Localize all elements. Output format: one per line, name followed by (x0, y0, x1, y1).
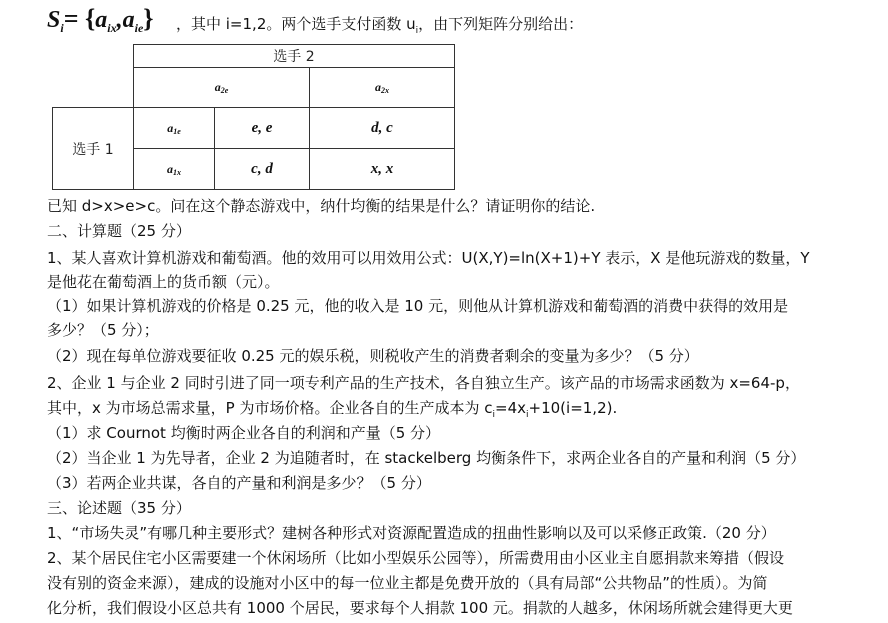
essay-q2-line3: 化分析，我们假设小区总共有 1000 个居民，要求每个人捐款 100 元。捐款的人越多，休闲场所就会建得更大更 (47, 599, 793, 617)
row-a1e (133, 107, 215, 149)
section-2-heading: 二、计算题（25 分） (47, 222, 191, 240)
intro-main: ，其中 i=1,2。两个选手支付函数 u (176, 15, 416, 33)
payoff-ee-text: e, e (251, 119, 273, 136)
q2-line2 (47, 398, 617, 425)
intro-tail: ，由下列矩阵分别给出： (418, 15, 584, 33)
q2-line1: 2、企业 1 与企业 2 同时引进了同一项专利产品的生产技术，各自独立生产。该产品的市场需求函数为 x=64-p， (47, 374, 800, 392)
q1-line2: 是他花在葡萄酒上的货币额（元）。 (47, 273, 280, 291)
cost-tail: +10(i=1,2). (528, 399, 618, 417)
col-a2e (133, 67, 310, 108)
formula-open: = { (63, 4, 96, 33)
intro-text (176, 14, 583, 41)
essay-q2-line1: 2、某个居民住宅小区需要建一个休闲场所（比如小型娱乐公园等），所需费用由小区业主自愿捐款来筹措（假设 (47, 549, 785, 567)
equilibrium-question: 已知 d>x>e>c。问在这个静态游戏中，纳什均衡的结果是什么？请证明你的结论. (47, 197, 596, 215)
q1-part1-line2: 多少？（5 分）； (47, 321, 159, 339)
cost-mid: =4x (495, 399, 526, 417)
cost-sub-2: i (526, 410, 529, 420)
essay-q1: 1、“市场失灵”有哪几种主要形式？建树各种形式对资源配置造成的扭曲性影响以及可以采修正政策.（20 分） (47, 524, 776, 542)
formula-a2-sub: ie (134, 21, 144, 35)
col-a2x-sub: 2x (381, 86, 389, 95)
row-a1e-sub: 1e (173, 126, 181, 136)
formula-a1-sub: ix (107, 21, 117, 35)
payoff-dc (309, 107, 455, 149)
formula-a1: a (95, 7, 108, 33)
row-a1e-a: a (167, 120, 174, 135)
formula-a2: a (122, 7, 135, 33)
row-a1x (133, 148, 215, 190)
row-a1x-a: a (167, 161, 173, 176)
payoff-ee (214, 107, 310, 149)
q1-part1-line1: （1）如果计算机游戏的价格是 0.25 元，他的收入是 10 元，则他从计算机游戏和葡萄酒的消费中获得的效用是 (47, 297, 789, 315)
player1-header (52, 107, 134, 190)
q2-line2-main: 其中，x 为市场总需求量，P 为市场价格。企业各自的生产成本为 c (47, 399, 493, 417)
q2-part1: （1）求 Cournot 均衡时两企业各自的利润和产量（5 分） (47, 424, 441, 442)
cost-sub-1: i (492, 410, 495, 420)
payoff-cd (214, 148, 310, 190)
formula-s: S (47, 7, 61, 33)
q1-line1: 1、某人喜欢计算机游戏和葡萄酒。他的效用可以用效用公式：U(X,Y)=ln(X+1)+Y 表示，X 是他玩游戏的数量，Y (47, 249, 810, 267)
essay-q2-line2: 没有别的资金来源），建成的设施对小区中的每一位业主都是免费开放的（具有局部“公共物品”的性质）。为简 (47, 574, 768, 592)
formula-s-sub: i (60, 21, 64, 35)
row-a1x-sub: 1x (173, 167, 181, 177)
strategy-set-formula (47, 4, 154, 34)
col-a2e-sub: 2e (220, 86, 229, 95)
player2-label: 选手 2 (273, 49, 315, 65)
col-a2e-a: a (214, 80, 221, 94)
formula-close: } (143, 4, 154, 33)
payoff-dc-text: d, c (371, 119, 393, 136)
col-a2x (309, 67, 455, 108)
col-a2x-a: a (375, 80, 381, 94)
intro-sub: i (415, 26, 419, 36)
payoff-xx-text: x, x (370, 160, 394, 177)
q2-part3: （3）若两企业共谋，各自的产量和利润是多少？（5 分） (47, 474, 431, 492)
section-3-heading: 三、论述题（35 分） (47, 499, 191, 517)
q1-part2: （2）现在每单位游戏要征收 0.25 元的娱乐税，则税收产生的消费者剩余的变量为多少？（5 分） (47, 347, 699, 365)
payoff-cd-text: c, d (251, 160, 273, 177)
q2-part2: （2）当企业 1 为先导者，企业 2 为追随者时，在 stackelberg 均衡条件下，求两企业各自的产量和利润（5 分） (47, 449, 806, 467)
player2-header (133, 44, 455, 68)
player1-label: 选手 1 (72, 141, 114, 158)
formula-comma: , (116, 7, 123, 33)
payoff-xx (309, 148, 455, 190)
